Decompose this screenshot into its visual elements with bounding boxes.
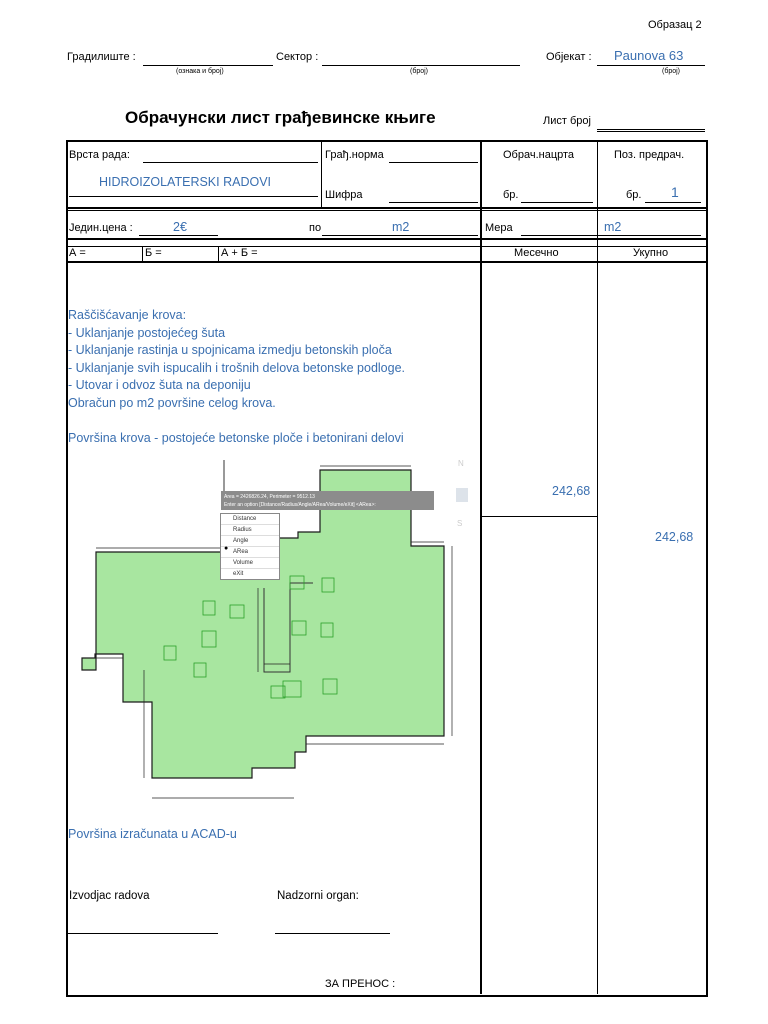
svg-text:S: S: [457, 519, 463, 528]
menu-item-distance[interactable]: Distance: [221, 514, 279, 525]
contractor-signature-field[interactable]: [68, 933, 218, 934]
site-field[interactable]: [143, 65, 273, 66]
col-divider-total: [597, 141, 598, 994]
norm-label: Грађ.норма: [325, 149, 384, 161]
svg-text:N: N: [458, 459, 464, 468]
work-type-field[interactable]: [69, 196, 318, 197]
description-line: - Uklanjanje svih ispucalih i trošnih delova betonske podloge.: [68, 360, 406, 375]
item-no-field[interactable]: [645, 202, 701, 203]
site-sublabel: (ознака и број): [176, 68, 224, 75]
sheet-number-label: Лист број: [543, 115, 591, 127]
row-divider-5: [66, 261, 706, 263]
unit-price-field[interactable]: [139, 235, 218, 236]
surface-caption: Površina krova - postojeće betonske ploče i betonirani delovi: [68, 431, 404, 445]
a-label: А =: [69, 247, 86, 259]
monthly-value: 242,68: [552, 484, 591, 498]
measure-label: Мера: [485, 222, 513, 234]
item-label: Поз. предрач.: [614, 149, 685, 161]
menu-item-radius[interactable]: Radius: [221, 525, 279, 536]
drawing-no-label: бр.: [503, 189, 519, 201]
item-no-value: 1: [671, 184, 679, 200]
row-divider-2: [66, 210, 706, 211]
col-divider-norm: [321, 141, 322, 208]
work-type-label: Врста рада:: [69, 149, 130, 161]
col-divider-monthly: [480, 141, 482, 994]
page-title: Обрачунски лист грађевинске књиге: [125, 108, 436, 127]
supervisor-signature-field[interactable]: [275, 933, 390, 934]
item-no-label: бр.: [626, 189, 642, 201]
measure-field[interactable]: [521, 235, 701, 236]
form-number: Образац 2: [648, 19, 702, 31]
object-label: Објекат :: [546, 51, 592, 63]
object-value: Paunova 63: [614, 48, 684, 63]
menu-item-volume[interactable]: Volume: [221, 558, 279, 569]
norm-field[interactable]: [389, 162, 478, 163]
col-divider-ab: [218, 246, 219, 261]
sector-label: Сектор :: [276, 51, 319, 63]
acad-roof-plan: [68, 458, 472, 822]
description-line: - Utovar i odvoz šuta na deponiju: [68, 378, 251, 392]
row-divider-3: [66, 238, 706, 240]
per-field[interactable]: [322, 235, 478, 236]
total-header: Укупно: [633, 247, 669, 259]
b-label: Б =: [145, 247, 162, 259]
code-field[interactable]: [389, 202, 478, 203]
sector-sublabel: (број): [410, 68, 429, 75]
ab-label: А + Б =: [221, 247, 258, 259]
site-label: Градилиште :: [67, 51, 136, 63]
unit-price-label: Једин.цена :: [69, 222, 133, 234]
measure-value: m2: [604, 220, 622, 234]
row-divider-1: [66, 207, 706, 209]
description-line: Obračun po m2 površine celog krova.: [68, 395, 276, 410]
menu-item-exit[interactable]: eXit: [233, 571, 244, 577]
acad-caption: Površina izračunata u ACAD-u: [68, 827, 237, 841]
sheet-number-rule: [597, 131, 705, 132]
sector-field[interactable]: [322, 65, 520, 66]
monthly-divider: [480, 516, 597, 517]
unit-price-value: 2€: [173, 220, 187, 234]
total-value: 242,68: [655, 530, 694, 544]
sheet-number-field[interactable]: [597, 129, 705, 130]
carry-over-label: ЗА ПРЕНОС :: [325, 978, 396, 990]
row-divider-4: [66, 246, 706, 247]
per-label: по: [309, 222, 322, 234]
work-description: [68, 307, 405, 412]
work-type-value: HIDROIZOLATERSKI RADOVI: [99, 175, 272, 189]
description-line: - Uklanjanje rastinja u spojnicama izmedju betonskih ploča: [68, 343, 392, 357]
per-value: m2: [392, 220, 410, 234]
selected-bullet-icon: ●: [224, 545, 229, 552]
work-type-rule: [143, 162, 318, 163]
object-sublabel: (број): [662, 68, 681, 75]
acad-tooltip-line1: Area = 2426826.24, Perimeter = 9512.13: [224, 494, 315, 500]
description-line: - Uklanjanje postojećeg šuta: [68, 325, 226, 340]
supervisor-label: Nadzorni organ:: [277, 890, 359, 902]
acad-option-menu[interactable]: [220, 513, 280, 580]
contractor-label: Izvodjac radova: [69, 890, 150, 902]
object-field[interactable]: [597, 65, 705, 66]
acad-tooltip-line2: Enter an option [Distance/Radius/Angle/ARea/Volume/eXit] <ARea>:: [224, 502, 376, 508]
drawing-label: Обрач.нацрта: [503, 149, 575, 161]
drawing-no-field[interactable]: [521, 202, 593, 203]
monthly-header: Месечно: [514, 247, 559, 259]
code-label: Шифра: [325, 189, 363, 201]
description-line: Raščišćavanje krova:: [68, 308, 187, 322]
menu-item-angle[interactable]: Angle: [221, 536, 279, 547]
col-divider-b: [142, 246, 143, 261]
menu-item-area[interactable]: ARea: [221, 547, 279, 558]
